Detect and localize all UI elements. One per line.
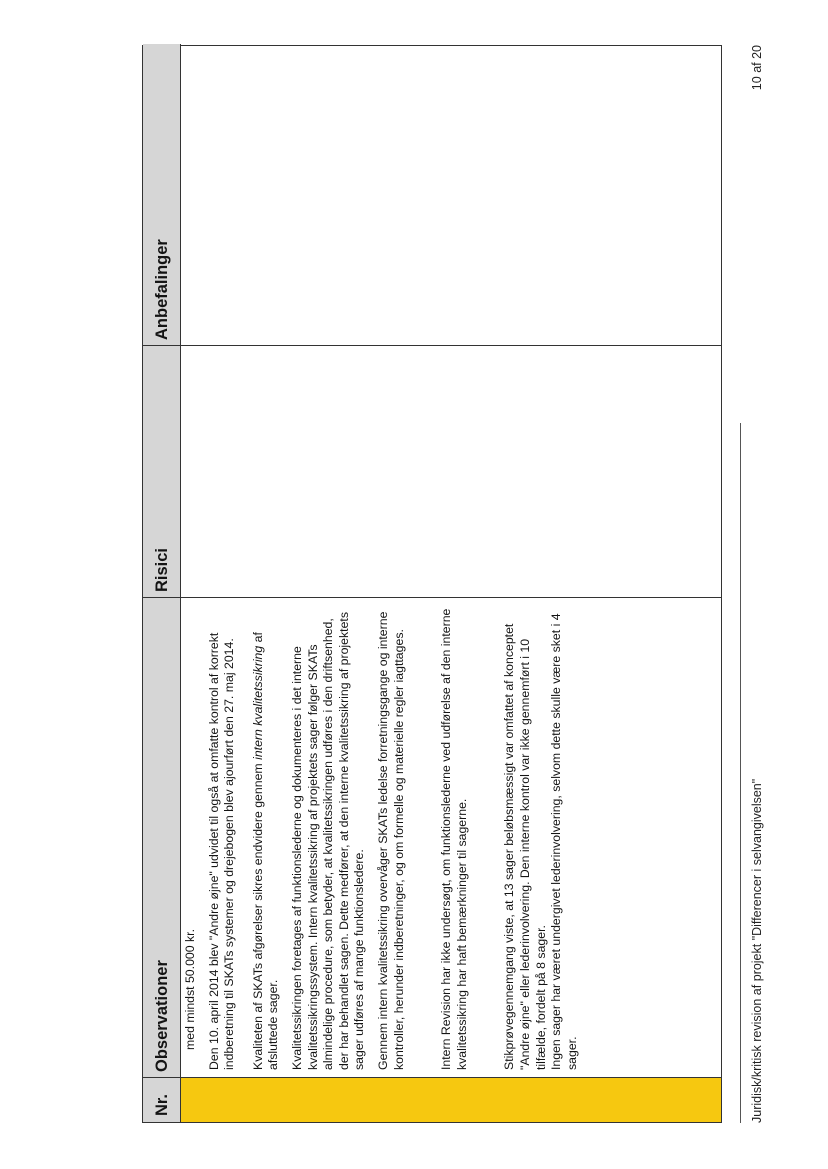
column-divider (143, 597, 721, 598)
observations-table (142, 45, 722, 1123)
observation-text: med mindst 50.000 kr. (183, 929, 197, 1050)
nr-cell-highlight (181, 1078, 721, 1122)
observation-text: Kvalitetssikringen foretages af funktionslederne og dokumenteres i det interne kvalitetssikringssystem. Intern kvalitetssikring af projektets sager følger SKATs almindelige procedure, som betyder, at kvalitetssikringen udføres i den driftsenhed, der har behandlet sagen. Dette medfører, at den interne kvalitetssikring af projektets sager udføres af mange funktionsledere. (289, 612, 367, 1070)
observation-text: Intern Revision har ikke undersøgt, om funktionslederne ved udførelse af den interne kvalitetssikring har haft bemærkninger til sagerne. (439, 608, 469, 1070)
observation-text: Stikprøvegennemgang viste, at 13 sager beløbsmæssigt var omfattet af konceptet "Andre øjne" eller lederinvolvering. Den interne kontrol var ikke gennemført i 10 tilfælde, fordelt på 8 sager. (502, 623, 548, 1070)
footer-title: Juridisk/kritisk revision af projekt "Differencer i selvangivelsen" (750, 778, 764, 1123)
observation-text (251, 604, 282, 1070)
observation-text: Ingen sager har været undergivet lederinvolvering, selvom dette skulle være sket i 4 sager. (549, 613, 579, 1070)
observations-cell (183, 604, 580, 1070)
observation-text: Den 10. april 2014 blev "Andre øjne" udvidet til også at omfatte kontrol af korrekt indberetning til SKATs systemer og drejebogen blev ajourført den 27. maj 2014. (206, 632, 237, 1070)
header-risici: Risici (143, 346, 181, 598)
column-divider (143, 345, 721, 346)
header-anbefalinger: Anbefalinger (143, 44, 181, 346)
observation-text: Gennem intern kvalitetssikring overvåger SKATs ledelse forretningsgange og interne kontroller, herunder indberetninger, og om formelle og materielle regler iagttages. (375, 611, 406, 1070)
header-observationer: Observationer (143, 598, 181, 1078)
observation-text-part: af afsluttede sager. (250, 632, 281, 1070)
page-number: 10 af 20 (750, 45, 764, 91)
footer-divider (740, 423, 741, 1123)
observation-text-part: Kvaliteten af SKATs afgørelser sikres endvidere gennem (250, 763, 265, 1070)
observation-text-italic: intern kvalitetssikring (250, 645, 265, 760)
header-nr: Nr. (143, 1078, 181, 1122)
